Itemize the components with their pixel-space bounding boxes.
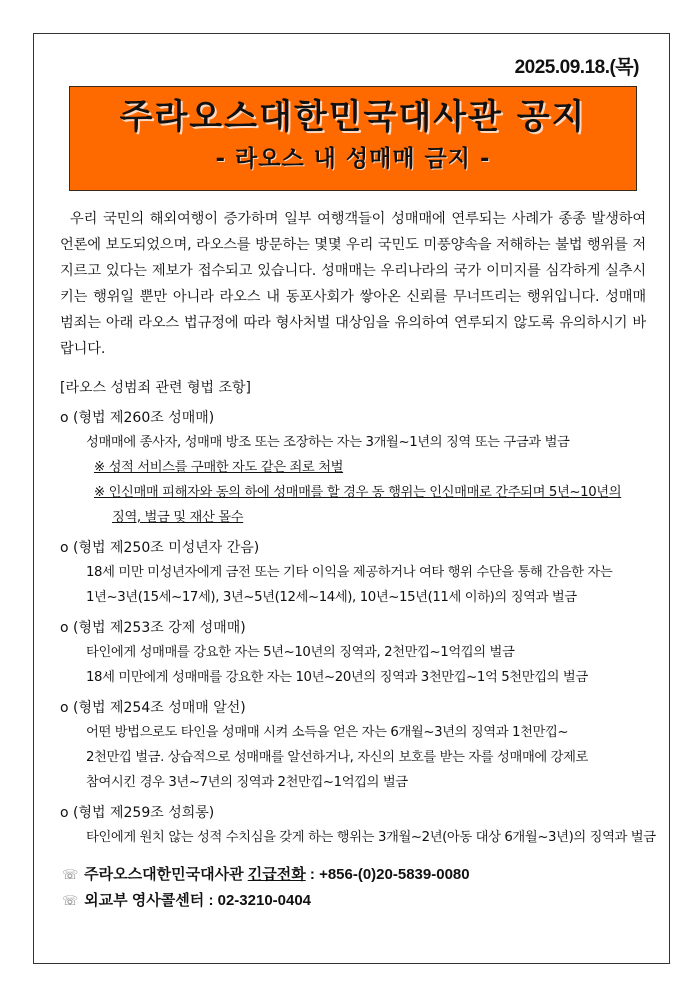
article-250 [60, 536, 650, 610]
article-heading: o (형법 제253조 강제 성매매) [60, 620, 246, 636]
contact-phone-number: +856-(0)20-5839-0080 [319, 866, 470, 883]
article-heading: o (형법 제259조 성희롱) [60, 805, 215, 821]
banner-subtitle: - 라오스 내 성매매 금지 - [215, 146, 491, 172]
contact-label: 긴급전화 [247, 866, 306, 883]
phone-icon: ☏ [62, 893, 79, 908]
article-heading: o (형법 제250조 미성년자 간음) [60, 540, 260, 556]
section-heading: [라오스 성범죄 관련 형법 조항] [60, 380, 252, 396]
article-note-continued: 징역, 벌금 및 재산 몰수 [112, 510, 244, 525]
article-text: 18세 미만 미성년자에게 금전 또는 기타 이익을 제공하거나 여타 행위 수단을 통해 간음한 자는 [86, 565, 613, 580]
contact-org: 외교부 영사콜센터 [84, 892, 205, 909]
law-articles-list [60, 406, 656, 856]
intro-text: 우리 국민의 해외여행이 증가하며 일부 여행객들이 성매매에 연루되는 사례가 종종 발생하여 언론에 보도되었으며, 라오스를 방문하는 몇몇 우리 국민도 미풍양속을 저해하는 불법 행위를 저지르고 있다는 제보가 접수되고 있습니다. 성매매는 우리나라의 국가 이미지를 심각하게 실추시키는 행위일 뿐만 아니라 라오스 내 동포사회가 쌓아온 신뢰를 무너뜨리는 행위입니다. 성매매 범죄는 아래 라오스 법규정에 따라 형사처벌 대상임을 유의하여 연루되지 않도록 유의하시기 바랍니다. [60, 211, 646, 357]
article-text: 18세 미만에게 성매매를 강요한 자는 10년~20년의 징역과 3천만낍~1억 5천만낍의 벌금 [86, 670, 588, 685]
article-text: 타인에게 원치 않는 성적 수치심을 갖게 하는 행위는 3개월~2년(아동 대상 6개월~3년)의 징역과 벌금 [86, 830, 656, 845]
contact-org: 주라오스대한민국대사관 [84, 866, 244, 883]
intro-paragraph [60, 206, 646, 362]
article-heading: o (형법 제254조 성매매 알선) [60, 700, 246, 716]
banner-title: 주라오스대한민국대사관 공지 [119, 97, 587, 137]
article-260 [60, 406, 650, 530]
article-text: 성매매에 종사자, 성매매 방조 또는 조장하는 자는 3개월~1년의 징역 또는 구금과 벌금 [86, 435, 570, 450]
article-heading: o (형법 제260조 성매매) [60, 410, 215, 426]
article-text: 1년~3년(15세~17세), 3년~5년(12세~14세), 10년~15년(11세 이하)의 징역과 벌금 [86, 590, 577, 605]
contact-separator: : [208, 892, 218, 909]
contact-embassy [62, 862, 470, 888]
article-254 [60, 696, 650, 795]
contact-call-center [62, 888, 470, 914]
article-note: ※ 인신매매 피해자와 동의 하에 성매매를 할 경우 동 행위는 인신매매로 간주되며 5년~10년의 [94, 485, 622, 500]
article-text: 참여시킨 경우 3년~7년의 징역과 2천만낍~1억낍의 벌금 [86, 775, 408, 790]
contact-phone-number: 02-3210-0404 [217, 892, 312, 909]
article-note: ※ 성적 서비스를 구매한 자도 같은 죄로 처벌 [94, 460, 344, 475]
notice-banner [69, 86, 637, 191]
notice-date: 2025.09.18.(목) [514, 57, 639, 78]
article-text: 타인에게 성매매를 강요한 자는 5년~10년의 징역과, 2천만낍~1억낍의 벌금 [86, 645, 515, 660]
phone-icon: ☏ [62, 867, 79, 882]
article-253 [60, 616, 650, 690]
article-259 [60, 801, 656, 850]
contact-separator: : [309, 866, 320, 883]
notice-document [33, 33, 670, 964]
contact-info [62, 862, 470, 914]
article-text: 어떤 방법으로도 타인을 성매매 시켜 소득을 얻은 자는 6개월~3년의 징역과 1천만낍~ [86, 725, 569, 740]
article-text: 2천만낍 벌금. 상습적으로 성매매를 알선하거나, 자신의 보호를 받는 자를 성매매에 강제로 [86, 750, 588, 765]
